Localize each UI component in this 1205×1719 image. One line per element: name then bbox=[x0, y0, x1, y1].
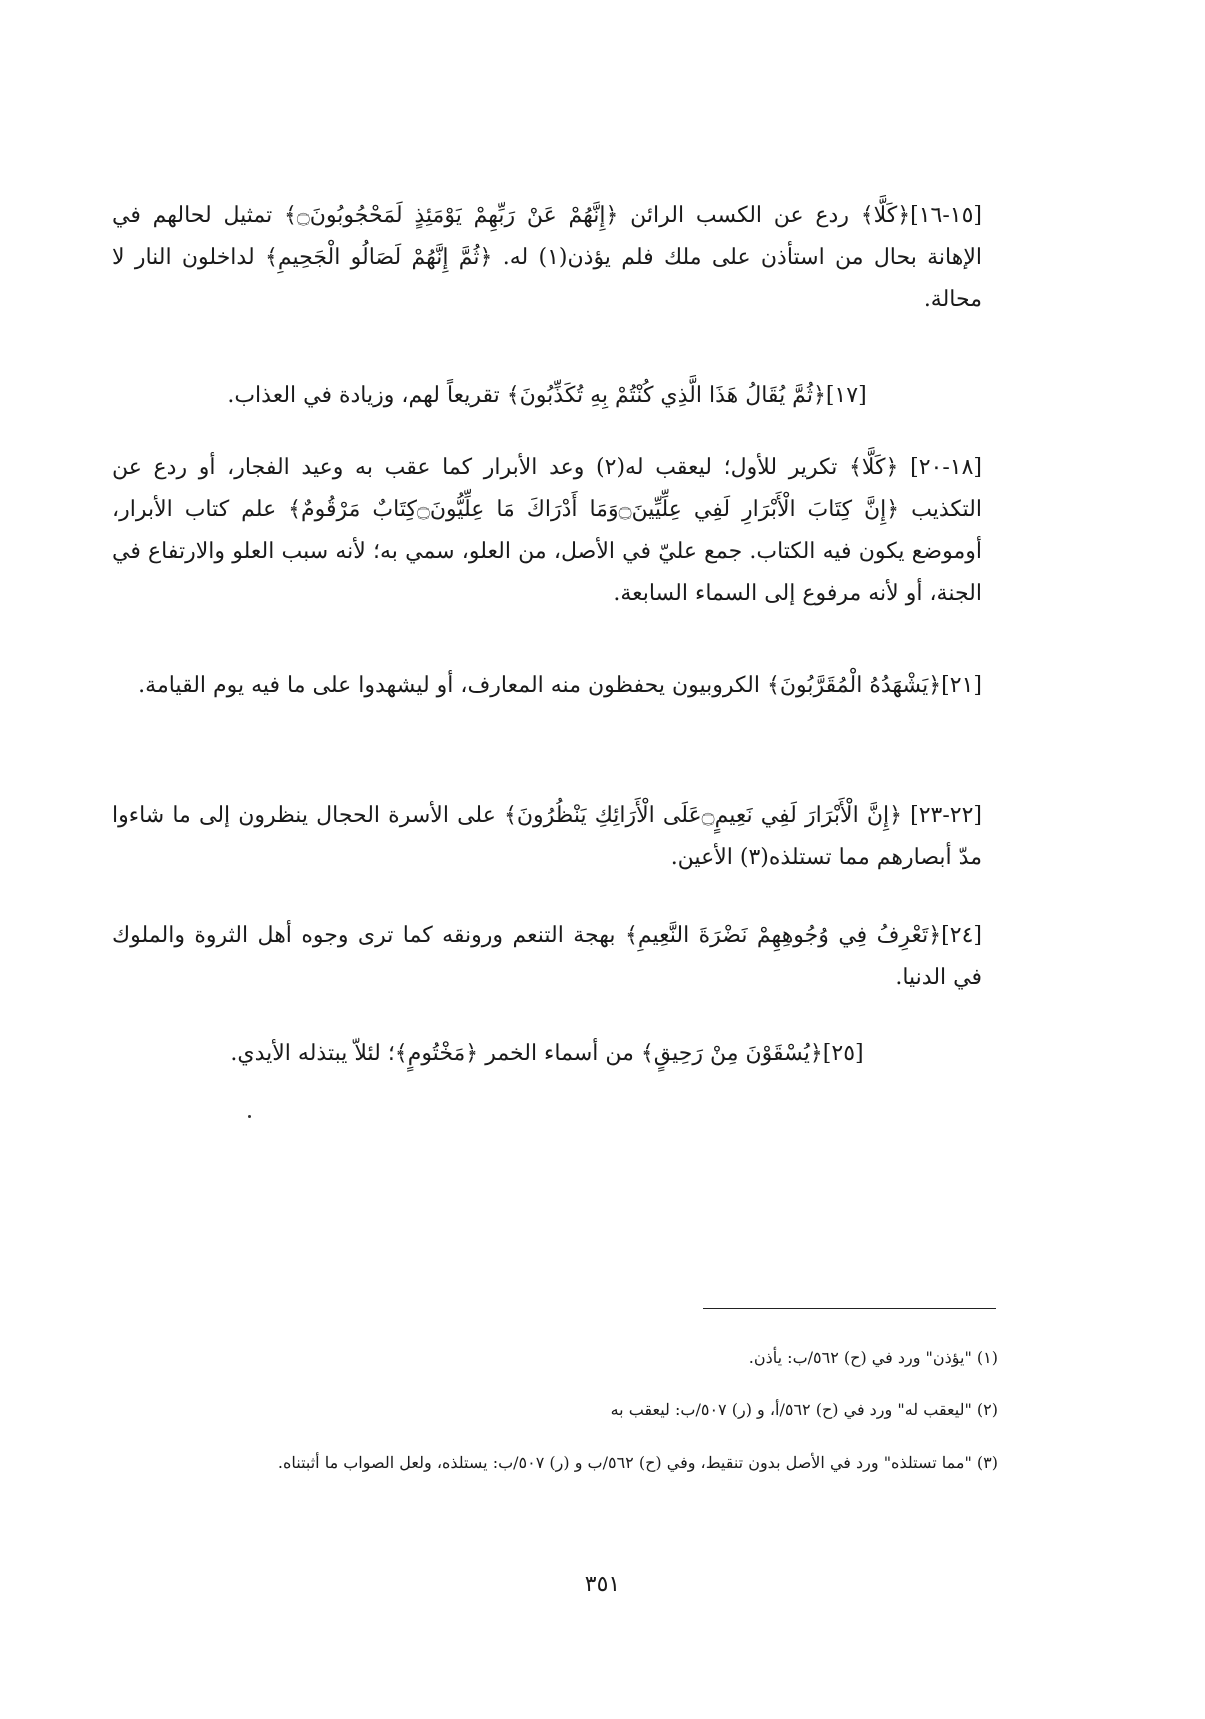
commentary-verses-18-20: [١٨-٢٠] ﴿كَلَّا﴾ تكرير للأول؛ ليعقب له(٢) وعد الأبرار كما عقب به وعيد الفجار، أو ردع عن التكذيب ﴿إِنَّ كِتَابَ الْأَبْرَارِ لَفِي عِلِّيِّينَ۝وَمَا أَدْرَاكَ مَا عِلِّيُّونَ۝كِتَابٌ مَرْقُومٌ﴾ علم كتاب الأبرار، أوموضع يكون فيه الكتاب. جمع عليّ في الأصل، من العلو، سمي به؛ لأنه سبب العلو والارتفاع في الجنة، أو لأنه مرفوع إلى السماء السابعة. bbox=[112, 455, 982, 606]
commentary-verses-15-16: [١٥-١٦]﴿كَلَّا﴾ ردع عن الكسب الرائن ﴿إِنَّهُمْ عَنْ رَبِّهِمْ يَوْمَئِذٍ لَمَحْجُوبُونَ۝﴾ تمثيل لحالهم في الإهانة بحال من استأذن على ملك فلم يؤذن(١) له. ﴿ثُمَّ إِنَّهُمْ لَصَالُو الْجَحِيمِ﴾ لداخلون النار لا محالة. bbox=[112, 203, 982, 312]
page-number: ٣٥١ bbox=[584, 1572, 621, 1597]
footnote-1: (١) "يؤذن" ورد في (ح) ٥٦٢/ب: يأذن. bbox=[748, 1348, 998, 1367]
commentary-verse-17: [١٧]﴿ثُمَّ يُقَالُ هَذَا الَّذِي كُنْتُمْ بِهِ تُكَذِّبُونَ﴾ تقريعاً لهم، وزيادة في العذاب. bbox=[227, 383, 867, 408]
footnote-separator bbox=[703, 1308, 996, 1309]
footnote-2: (٢) "ليعقب له" ورد في (ح) ٥٦٢/أ، و (ر) ٥٠٧/ب: ليعقب به bbox=[610, 1400, 998, 1419]
footnote-3: (٣) "مما تستلذه" ورد في الأصل بدون تنقيط، وفي (ح) ٥٦٢/ب و (ر) ٥٠٧/ب: يستلذه، ولعل الصواب ما أثبتناه. bbox=[277, 1453, 998, 1472]
commentary-verses-22-23: [٢٢-٢٣] ﴿إِنَّ الْأَبْرَارَ لَفِي نَعِيمٍ۝عَلَى الْأَرَائِكِ يَنْظُرُونَ﴾ على الأسرة الحجال ينظرون إلى ما شاءوا مدّ أبصارهم مما تستلذه(٣) الأعين. bbox=[112, 803, 983, 870]
commentary-verse-24: [٢٤]﴿تَعْرِفُ فِي وُجُوهِهِمْ نَضْرَةَ النَّعِيمِ﴾ بهجة التنعم ورونقه كما ترى وجوه أهل الثروة والملوك في الدنيا. bbox=[112, 923, 982, 990]
ink-speck bbox=[248, 1115, 251, 1118]
commentary-verse-25: [٢٥]﴿يُسْقَوْنَ مِنْ رَحِيقٍ﴾ من أسماء الخمر ﴿مَخْتُومٍ﴾؛ لئلاّ يبتذله الأيدي. bbox=[230, 1041, 864, 1066]
commentary-verse-21: [٢١]﴿يَشْهَدُهُ الْمُقَرَّبُونَ﴾ الكروبيون يحفظون منه المعارف، أو ليشهدوا على ما فيه يوم القيامة. bbox=[138, 673, 982, 698]
